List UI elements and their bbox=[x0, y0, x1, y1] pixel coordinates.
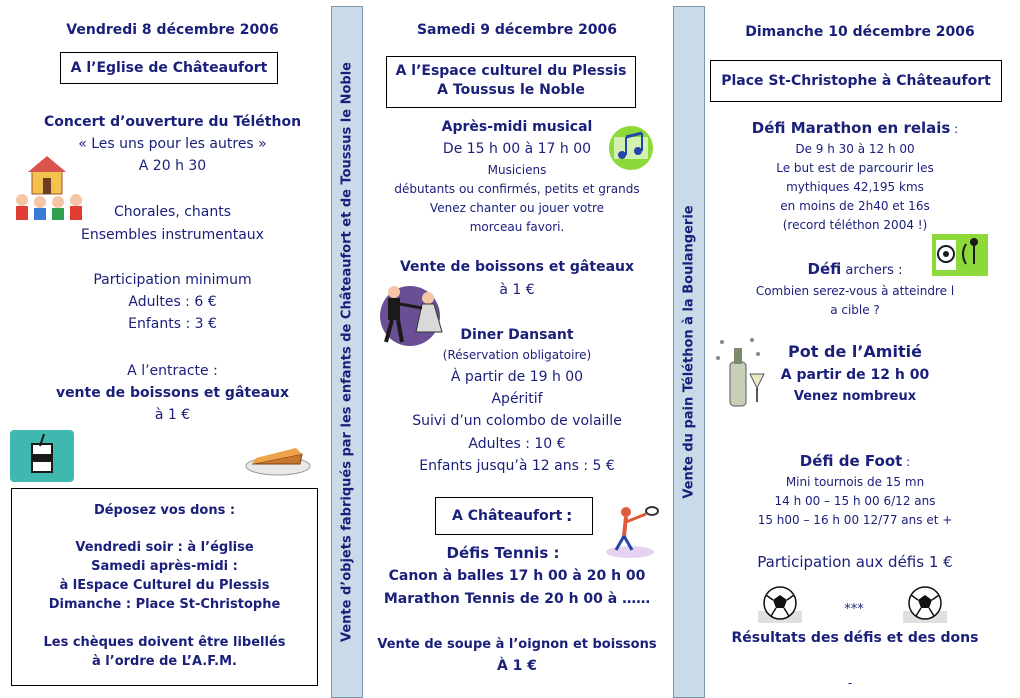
dinner-title: Diner Dansant bbox=[460, 327, 574, 343]
pie-slice-icon bbox=[242, 436, 312, 478]
marathon-line3: en moins de 2h40 et 16s bbox=[780, 199, 930, 213]
archers-heading bbox=[705, 260, 1005, 278]
price-adults: Adultes : 6 € bbox=[128, 294, 217, 310]
donations-line4: Dimanche : Place St-Christophe bbox=[48, 597, 281, 612]
chateaufort-colon: : bbox=[566, 506, 573, 525]
defis-participation: Participation aux défis 1 € bbox=[757, 553, 953, 571]
results-line: Résultats des défis et des dons bbox=[731, 630, 979, 646]
archers-line1: Combien serez-vous à atteindre l bbox=[755, 284, 955, 298]
donations-line2: Samedi après-midi : bbox=[91, 559, 238, 574]
saturday-date: Samedi 9 décembre 2006 bbox=[416, 22, 618, 38]
saturday-sale-price: à 1 € bbox=[499, 282, 535, 298]
choirs-line1: Chorales, chants bbox=[113, 204, 232, 220]
price-children: Enfants : 3 € bbox=[128, 316, 217, 332]
cheques-line2: à l’ordre de L’A.F.M. bbox=[92, 654, 237, 669]
friday-place: A l’Eglise de Châteaufort bbox=[60, 52, 278, 84]
saturday-sale-title: Vente de boissons et gâteaux bbox=[399, 259, 635, 275]
pot-invite: Venez nombreux bbox=[793, 389, 917, 404]
marathon-title: Défi Marathon en relais bbox=[751, 119, 951, 137]
archers-rest: archers : bbox=[841, 263, 903, 278]
tennis-title: Défis Tennis : bbox=[446, 544, 560, 562]
archers-line2: a cible ? bbox=[830, 303, 880, 317]
foot-line2: 14 h 00 – 15 h 00 6/12 ans bbox=[774, 494, 936, 508]
soup-line1: Vente de soupe à l’oignon et boissons bbox=[377, 637, 657, 652]
tennis-line1: Canon à balles 17 h 00 à 20 h 00 bbox=[388, 568, 646, 584]
bottom-dash: - bbox=[847, 676, 853, 690]
friday-date: Vendredi 8 décembre 2006 bbox=[66, 22, 279, 38]
soccer-ball-icon bbox=[903, 583, 947, 623]
vertical-band-bakery bbox=[673, 6, 705, 698]
musicians-line2: débutants ou confirmés, petits et grands bbox=[394, 182, 640, 196]
music-title: Après-midi musical bbox=[441, 119, 593, 135]
chateaufort-box bbox=[435, 497, 593, 535]
band-crafts-text: Vente d’objets fabriqués par les enfants de Châteaufort et de Toussus le Noble bbox=[339, 62, 355, 642]
marathon-colon: : bbox=[950, 122, 959, 136]
soccer-ball-icon bbox=[758, 583, 802, 623]
participation-label: Participation minimum bbox=[93, 272, 252, 288]
foot-line1: Mini tournois de 15 mn bbox=[785, 475, 925, 489]
music-time: De 15 h 00 à 17 h 00 bbox=[442, 141, 592, 157]
tennis-line2: Marathon Tennis de 20 h 00 à …… bbox=[383, 591, 651, 607]
intermission-label: A l’entracte : bbox=[127, 363, 218, 379]
concert-subtitle: « Les uns pour les autres » bbox=[78, 136, 267, 152]
donations-line1: Vendredi soir : à l’église bbox=[75, 540, 254, 555]
saturday-place-line2: A Toussus le Noble bbox=[437, 82, 585, 98]
dinner-adults: Adultes : 10 € bbox=[468, 436, 566, 452]
donations-line3: à lEspace Culturel du Plessis bbox=[59, 578, 270, 593]
musicians-line1: Musiciens bbox=[487, 163, 547, 177]
foot-heading bbox=[705, 452, 1005, 470]
drink-cup-icon bbox=[10, 430, 74, 482]
intermission-price: à 1 € bbox=[154, 407, 191, 423]
stars-separator: *** bbox=[844, 602, 864, 617]
vertical-band-crafts bbox=[331, 6, 363, 698]
sunday-place: Place St-Christophe à Châteaufort bbox=[710, 60, 1002, 102]
cheques-line1: Les chèques doivent être libellés bbox=[43, 635, 286, 650]
chateaufort-label: A Châteaufort bbox=[452, 508, 563, 524]
archers-title: Défi bbox=[807, 260, 842, 278]
marathon-line1: Le but est de parcourir les bbox=[776, 161, 934, 175]
marathon-heading bbox=[705, 119, 1005, 137]
foot-line3: 15 h00 – 16 h 00 12/77 ans et + bbox=[757, 513, 953, 527]
saturday-place-box bbox=[386, 56, 636, 108]
foot-title: Défi de Foot bbox=[799, 452, 903, 470]
dinner-time: À partir de 19 h 00 bbox=[450, 369, 584, 385]
band-bakery-text: Vente du pain Téléthon à la Boulangerie bbox=[681, 205, 697, 499]
sunday-date: Dimanche 10 décembre 2006 bbox=[745, 24, 975, 40]
saturday-place-line1: A l’Espace culturel du Plessis bbox=[395, 63, 627, 79]
dinner-aperitif: Apéritif bbox=[491, 391, 543, 407]
donations-title: Déposez vos dons : bbox=[93, 503, 236, 518]
dinner-menu: Suivi d’un colombo de volaille bbox=[412, 413, 622, 429]
marathon-line2: mythiques 42,195 kms bbox=[786, 180, 924, 194]
pot-title: Pot de l’Amitié bbox=[788, 342, 922, 361]
pot-time: A partir de 12 h 00 bbox=[780, 367, 930, 383]
dinner-reservation: (Réservation obligatoire) bbox=[442, 348, 592, 362]
concert-title: Concert d’ouverture du Téléthon bbox=[43, 114, 302, 130]
foot-colon: : bbox=[902, 455, 911, 469]
donations-box bbox=[11, 488, 318, 686]
intermission-sale: vente de boissons et gâteaux bbox=[55, 385, 290, 401]
dinner-children: Enfants jusqu’à 12 ans : 5 € bbox=[419, 458, 615, 474]
choirs-line2: Ensembles instrumentaux bbox=[81, 227, 264, 243]
musicians-line4: morceau favori. bbox=[469, 220, 565, 234]
music-notes-icon bbox=[608, 125, 654, 171]
marathon-line4: (record téléthon 2004 !) bbox=[782, 218, 928, 232]
soup-line2: À 1 € bbox=[496, 658, 538, 674]
concert-time: A 20 h 30 bbox=[138, 158, 207, 174]
musicians-line3: Venez chanter ou jouer votre bbox=[429, 201, 605, 215]
marathon-time: De 9 h 30 à 12 h 00 bbox=[795, 142, 915, 156]
